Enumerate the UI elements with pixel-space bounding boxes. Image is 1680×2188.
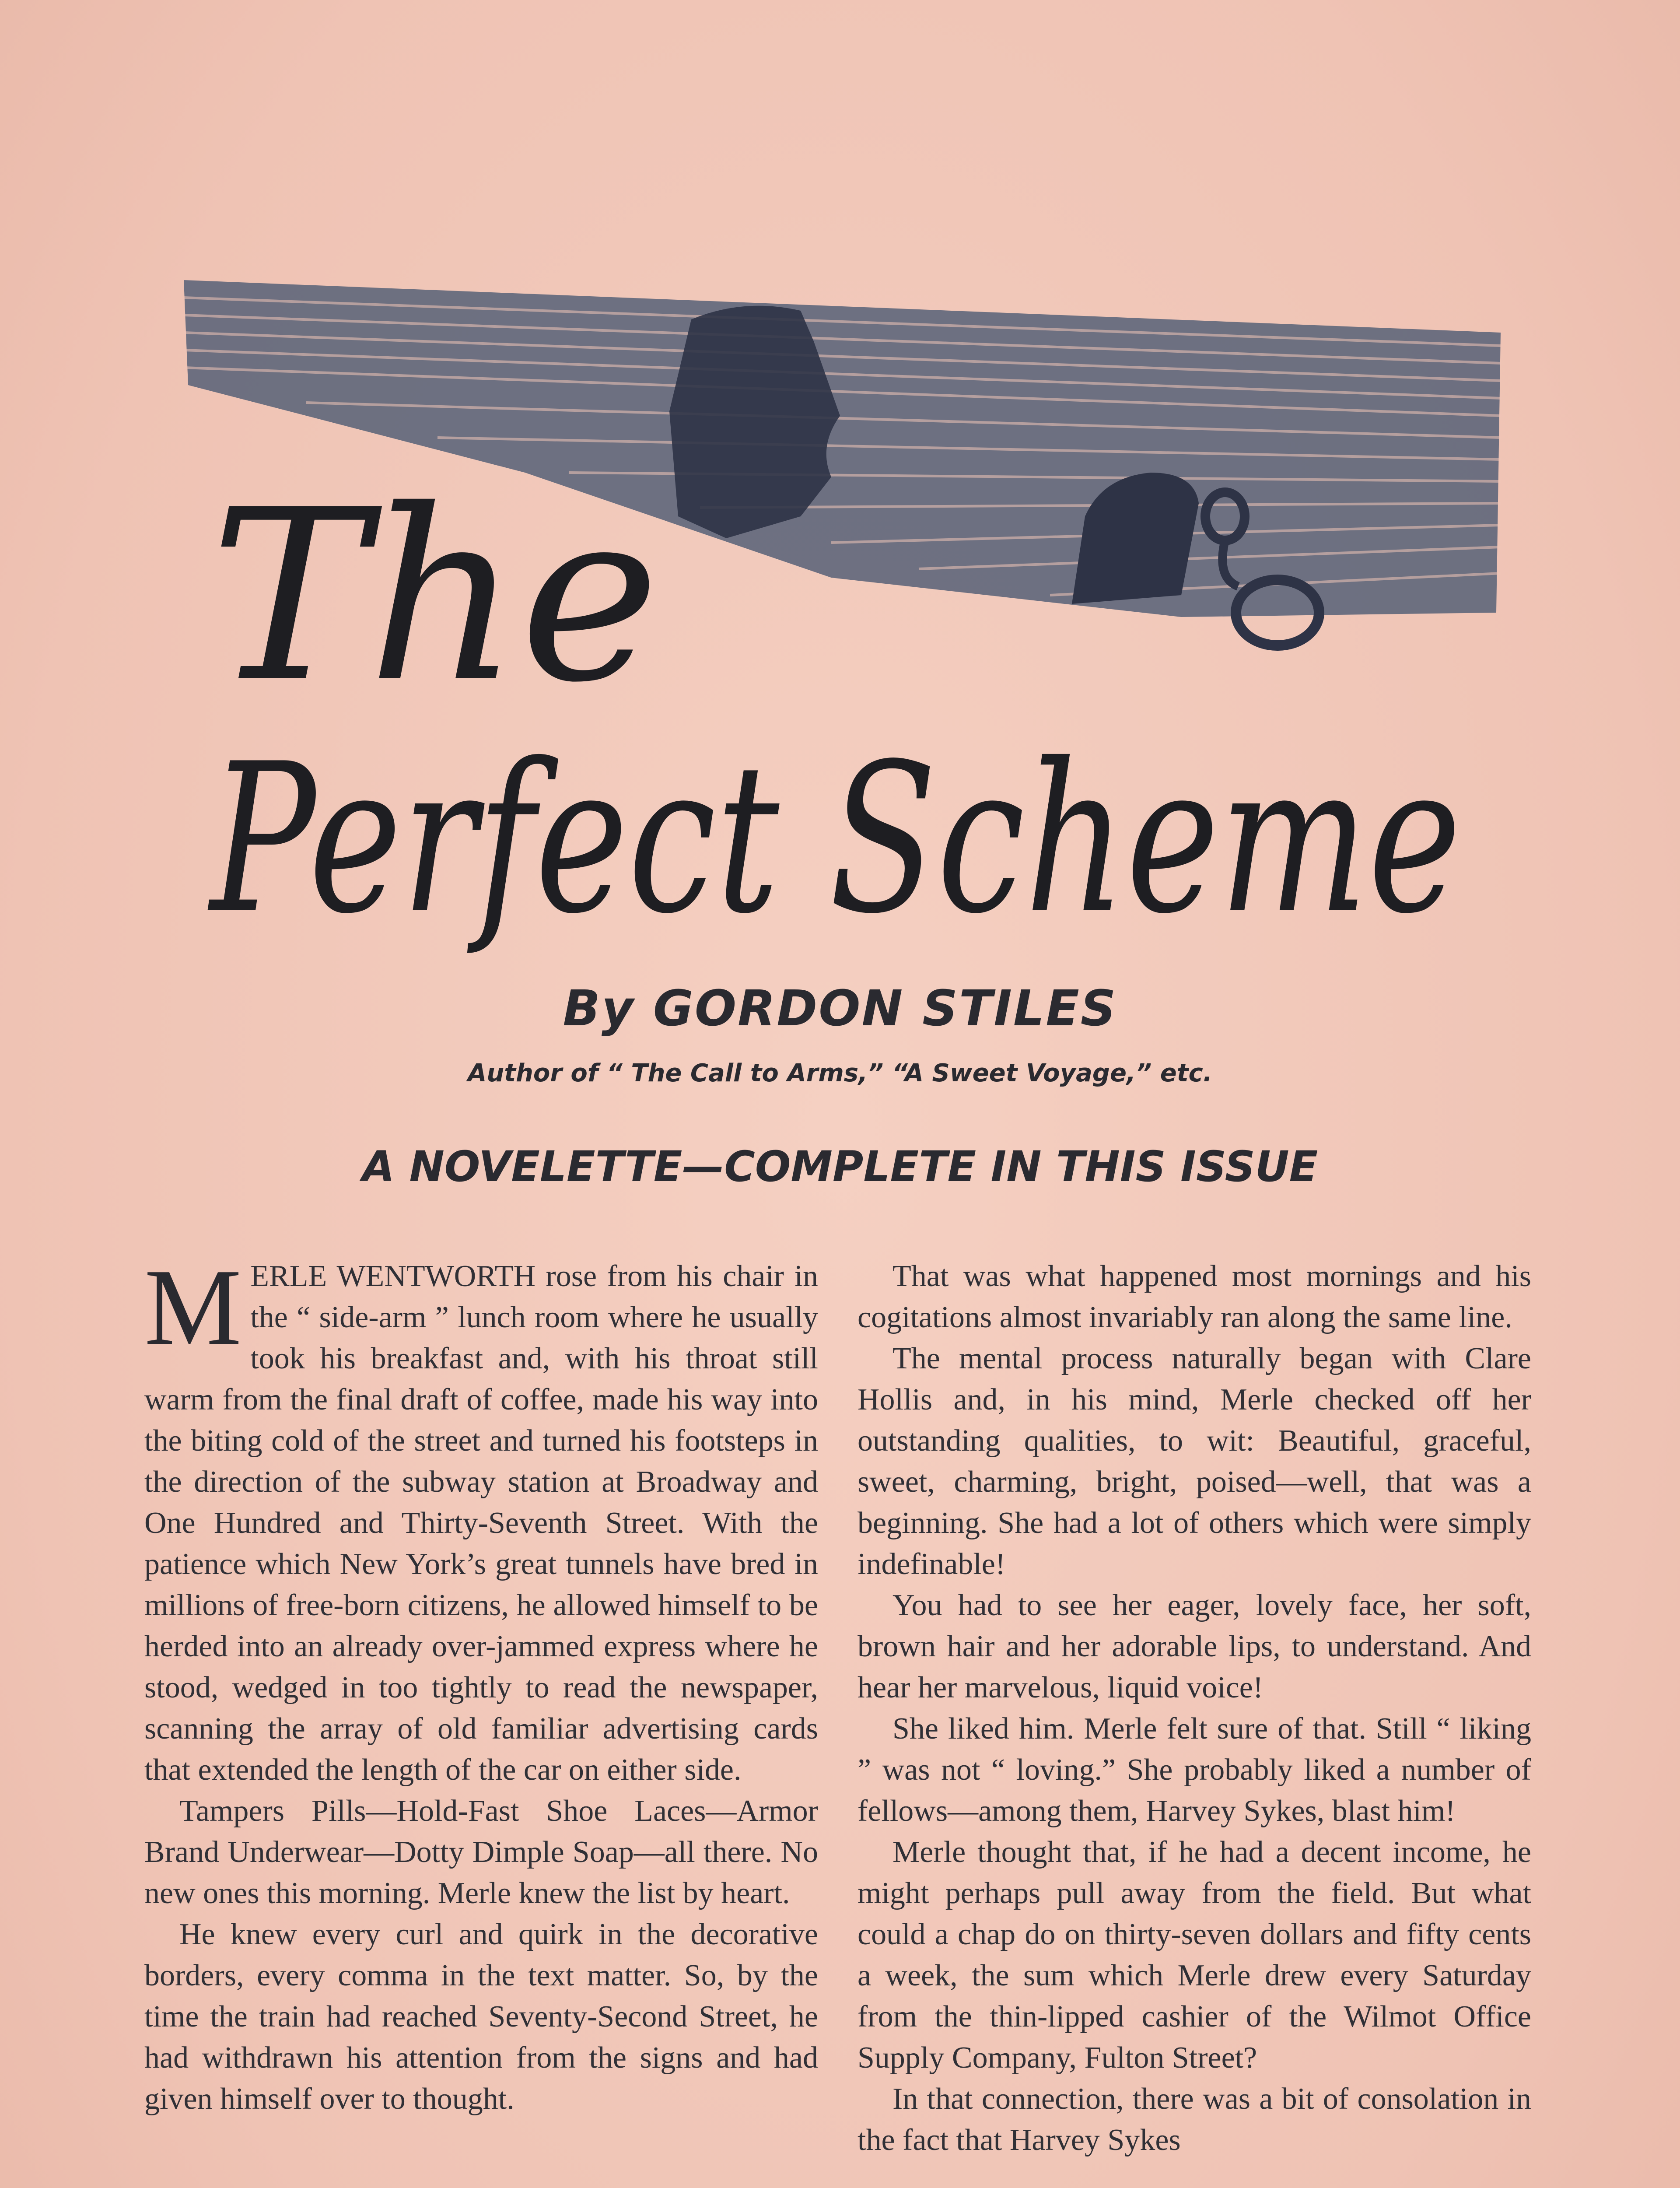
byline: By GORDON STILES: [563, 980, 1117, 1037]
text-column-right: [858, 1256, 1531, 2161]
drop-cap: M: [144, 1247, 242, 1368]
paragraph: In that connection, there was a bit of consolation in the fact that Harvey Sykes: [858, 2082, 1531, 2157]
paragraph: She liked him. Merle felt sure of that. Still “ liking ” was not “ loving.” She probably liked a number of fellows—among them, Harvey Sykes, blast him!: [858, 1712, 1531, 1828]
paragraph: Merle thought that, if he had a decent income, he might perhaps pull away from the field. But what could a chap do on thirty-seven dollars and fifty cents a week, the sum which Merle drew every Saturday from the thin-lipped cashier of the Wilmot Office Supply Company, Fulton Street?: [858, 1835, 1531, 2075]
title-line-2: Perfect Scheme: [207, 719, 1462, 959]
paragraph: Tampers Pills—Hold-Fast Shoe Laces—Armor Brand Underwear—Dotty Dimple Soap—all there. No new ones this morning. Merle knew the list by heart.: [144, 1794, 818, 1910]
paragraph: That was what happened most mornings and his cogitations almost invariably ran along the same line.: [858, 1259, 1531, 1334]
paragraph: You had to see her eager, lovely face, her soft, brown hair and her adorable lips, to understand. And hear her marvelous, liquid voice!: [858, 1588, 1531, 1704]
title-line-1: The: [210, 473, 660, 734]
text-column-left: [144, 1247, 818, 2120]
paragraph: The mental process naturally began with Clare Hollis and, in his mind, Merle checked off her outstanding qualities, to wit: Beautiful, graceful, sweet, charming, bright, poised—well, that was a beginning. She had a lot of others which were simply indefinable!: [858, 1342, 1531, 1581]
paragraph: He knew every curl and quirk in the decorative borders, every comma in the text matter. So, by the time the train had reached Seventy-Second Street, he had withdrawn his attention from the signs and had given himself over to thought.: [144, 1918, 818, 2116]
author-credits: Author of “ The Call to Arms,” “A Sweet Voyage,” etc.: [468, 1059, 1212, 1087]
novelette-subtitle: A NOVELETTE—COMPLETE IN THIS ISSUE: [362, 1142, 1318, 1191]
paragraph: [144, 1247, 818, 1791]
story-title: [184, 473, 1488, 980]
paragraph-text: ERLE WENTWORTH rose from his chair in the “ side-arm ” lunch room where he usually took his breakfast and, with his throat still warm from the final draft of coffee, made his way into the biting cold of the street and turned his footsteps in the direction of the subway station at Broadway and One Hundred and Thirty-Seventh Street. With the patience which New York’s great tunnels have bred in millions of free-born citizens, he allowed himself to be herded into an already over-jammed express where he stood, wedged in too tightly to read the newspaper, scanning the array of old familiar advertising cards that extended the length of the car on either side.: [144, 1259, 818, 1787]
